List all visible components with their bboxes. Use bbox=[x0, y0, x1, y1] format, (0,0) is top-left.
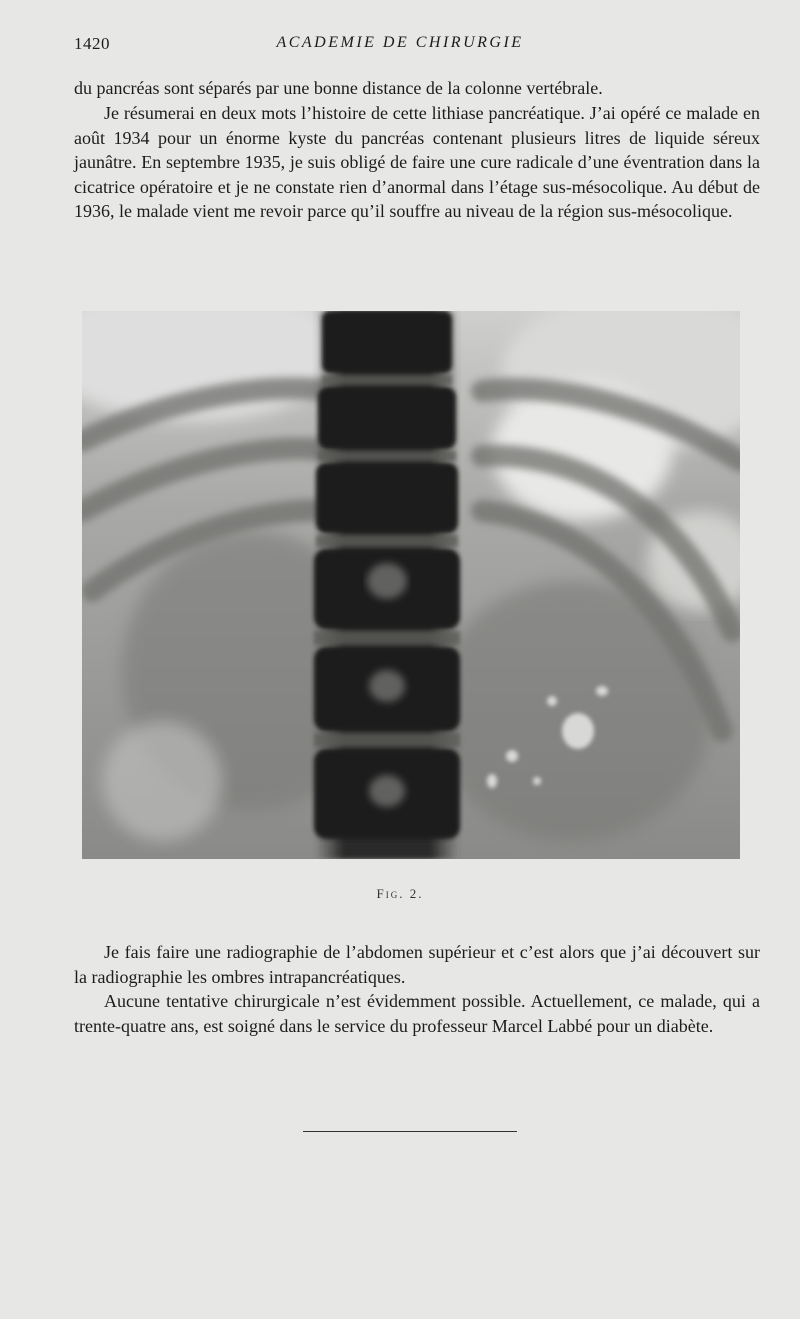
abdominal-radiograph bbox=[82, 311, 740, 859]
figure-caption: Fig. 2. bbox=[376, 886, 424, 901]
paragraph-radiography-text: Je fais faire une radiographie de l’abdomen supérieur et c’est alors que j’ai découvert sur la radiographie les ombres intrapancréatiques. bbox=[74, 942, 760, 987]
section-end-rule bbox=[303, 1131, 517, 1132]
paragraph-history bbox=[74, 101, 760, 224]
paragraph-history-text: Je résumerai en deux mots l’histoire de cette lithiase pancréatique. J’ai opéré ce malade en août 1934 pour un énorme kyste du pancréas contenant plusieurs litres de liquide séreux jaunâtre. En septembre 1935, je suis obligé de faire une cure radicale d’une éventration dans la cicatrice opératoire et je ne constate rien d’anormal dans l’étage sus-mésocolique. Au début de 1936, le malade vient me revoir parce qu’il souffre au niveau de la région sus-mésocolique. bbox=[74, 103, 760, 221]
paragraph-radiography bbox=[74, 940, 760, 989]
running-title: ACADEMIE DE CHIRURGIE bbox=[276, 34, 524, 51]
paragraph-continuation: du pancréas sont séparés par une bonne distance de la colonne vertébrale. bbox=[74, 78, 603, 98]
paragraph-outcome bbox=[74, 989, 760, 1038]
page-number: 1420 bbox=[74, 34, 110, 53]
paragraph-outcome-text: Aucune tentative chirurgicale n’est évidemment possible. Actuellement, ce malade, qui a trente-quatre ans, est soigné dans le service du professeur Marcel Labbé pour un diabète. bbox=[74, 991, 760, 1036]
